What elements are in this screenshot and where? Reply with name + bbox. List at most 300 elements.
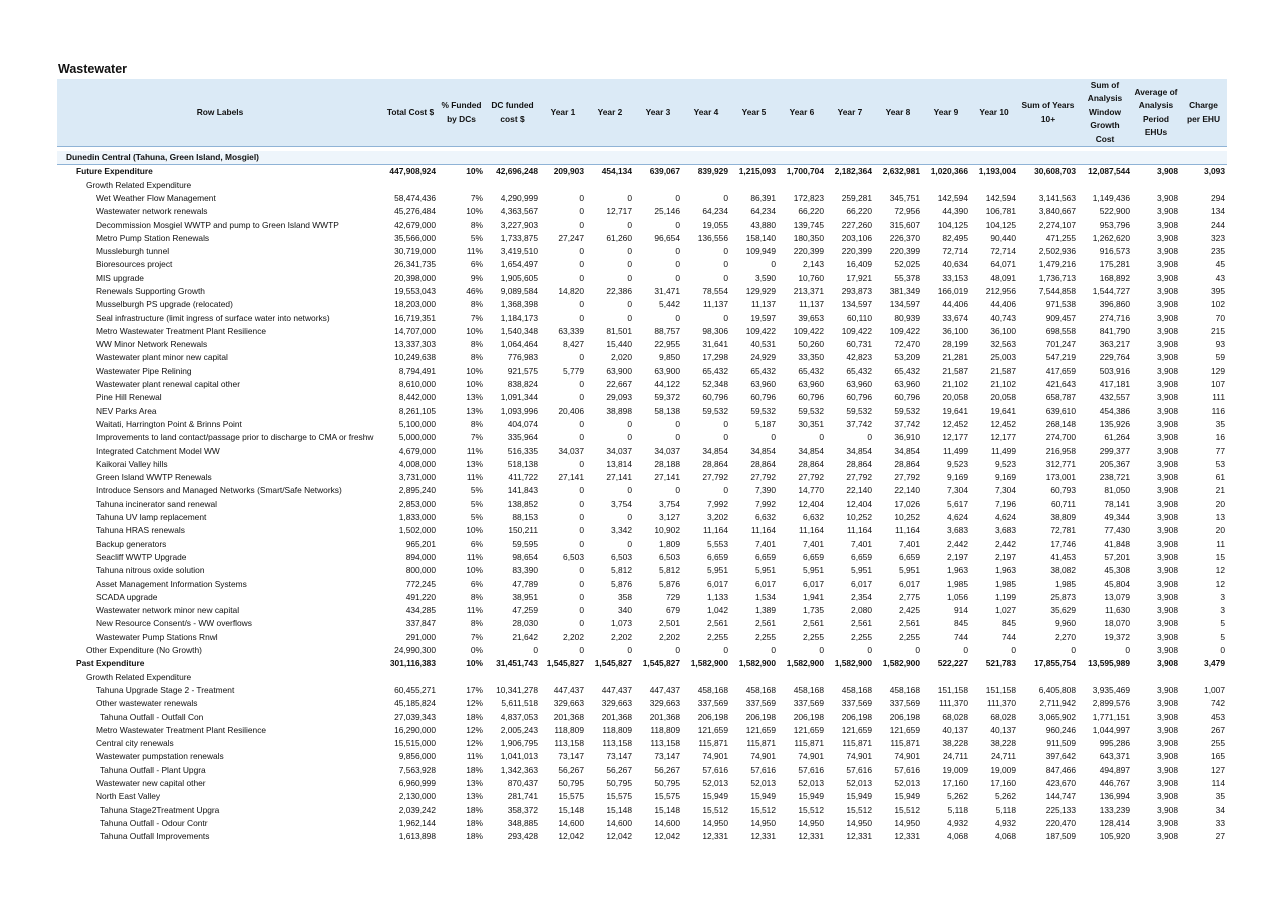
cell-value[interactable]: 235 bbox=[1211, 246, 1225, 257]
cell-value[interactable]: 24,711 bbox=[991, 751, 1016, 762]
cell-value[interactable]: 59,532 bbox=[750, 405, 776, 416]
cell-value[interactable]: 12,087,544 bbox=[1088, 166, 1130, 177]
cell-value[interactable]: 2,202 bbox=[611, 631, 632, 642]
cell-value[interactable]: 40,137 bbox=[942, 724, 968, 735]
cell-value[interactable]: 205,367 bbox=[1099, 458, 1130, 469]
cell-value[interactable]: 434,285 bbox=[405, 605, 436, 616]
cell-value[interactable]: 3,908 bbox=[1157, 418, 1178, 429]
cell-value[interactable]: 6,017 bbox=[899, 578, 920, 589]
cell-value[interactable]: 2,895,240 bbox=[398, 485, 436, 496]
cell-value[interactable]: 5,951 bbox=[755, 565, 776, 576]
cell-value[interactable]: 9,960 bbox=[1055, 618, 1076, 629]
cell-value[interactable]: 111,370 bbox=[938, 698, 968, 709]
cell-value[interactable]: 1,342,363 bbox=[500, 764, 538, 775]
cell-value[interactable]: 47,789 bbox=[512, 578, 538, 589]
cell-value[interactable]: 6% bbox=[470, 538, 483, 549]
cell-value[interactable]: 1,193,004 bbox=[978, 166, 1016, 177]
cell-value[interactable]: 0 bbox=[579, 565, 584, 576]
cell-value[interactable]: 3,093 bbox=[1204, 166, 1225, 177]
cell-value[interactable]: 11% bbox=[466, 751, 483, 762]
cell-value[interactable]: 1,962,144 bbox=[398, 817, 436, 828]
cell-value[interactable]: 3 bbox=[1220, 605, 1225, 616]
cell-value[interactable]: 209,903 bbox=[553, 166, 584, 177]
row-label[interactable]: MIS upgrade bbox=[96, 272, 144, 283]
cell-value[interactable]: 8% bbox=[470, 352, 483, 363]
cell-value[interactable]: 57,616 bbox=[702, 764, 728, 775]
cell-value[interactable]: 3,908 bbox=[1157, 379, 1178, 390]
cell-value[interactable]: 921,575 bbox=[507, 365, 538, 376]
cell-value[interactable]: 9,523 bbox=[995, 458, 1016, 469]
cell-value[interactable]: 31,471 bbox=[654, 286, 680, 296]
cell-value[interactable]: 679 bbox=[666, 605, 680, 616]
cell-value[interactable]: 11,164 bbox=[895, 525, 920, 536]
cell-value[interactable]: 25,003 bbox=[990, 352, 1016, 363]
cell-value[interactable]: 3,419,510 bbox=[500, 246, 538, 257]
cell-value[interactable]: 206,198 bbox=[889, 711, 920, 722]
cell-value[interactable]: 1,073 bbox=[611, 618, 632, 629]
cell-value[interactable]: 111,370 bbox=[986, 698, 1016, 709]
cell-value[interactable]: 3,590 bbox=[755, 272, 776, 283]
cell-value[interactable]: 15,949 bbox=[846, 791, 872, 802]
cell-value[interactable]: 18% bbox=[466, 764, 483, 775]
cell-value[interactable]: 3,908 bbox=[1157, 724, 1178, 735]
cell-value[interactable]: 21,281 bbox=[942, 352, 968, 363]
cell-value[interactable]: 10% bbox=[466, 658, 483, 669]
cell-value[interactable] bbox=[1078, 671, 1132, 684]
cell-value[interactable]: 6,405,808 bbox=[1038, 684, 1076, 695]
cell-value[interactable]: 3,908 bbox=[1157, 565, 1178, 576]
cell-value[interactable]: 52,013 bbox=[894, 777, 920, 788]
row-label[interactable]: Tahuna HRAS renewals bbox=[96, 525, 185, 536]
cell-value[interactable]: 5 bbox=[1220, 631, 1225, 642]
cell-value[interactable]: 639,610 bbox=[1045, 405, 1076, 416]
cell-value[interactable]: 447,437 bbox=[601, 684, 632, 695]
cell-value[interactable]: 744 bbox=[1002, 631, 1016, 642]
cell-value[interactable]: 24,990,300 bbox=[394, 645, 436, 656]
cell-value[interactable]: 32,563 bbox=[990, 339, 1016, 350]
cell-value[interactable] bbox=[826, 179, 874, 192]
cell-value[interactable]: 39,653 bbox=[798, 312, 824, 323]
cell-value[interactable]: 4,008,000 bbox=[398, 458, 436, 469]
cell-value[interactable]: 1,544,727 bbox=[1092, 286, 1130, 296]
cell-value[interactable]: 57,201 bbox=[1104, 551, 1130, 562]
cell-value[interactable]: 3,908 bbox=[1157, 392, 1178, 403]
cell-value[interactable]: 4,363,567 bbox=[500, 206, 538, 217]
cell-value[interactable]: 96,654 bbox=[654, 232, 680, 243]
cell-value[interactable]: 220,399 bbox=[841, 246, 872, 257]
cell-value[interactable]: 168,892 bbox=[1099, 272, 1130, 283]
cell-value[interactable]: 52,013 bbox=[702, 777, 728, 788]
cell-value[interactable]: 10% bbox=[466, 379, 483, 390]
cell-value[interactable]: 1,041,013 bbox=[500, 751, 538, 762]
cell-value[interactable]: 73,147 bbox=[558, 751, 584, 762]
cell-value[interactable]: 107 bbox=[1211, 379, 1225, 390]
cell-value[interactable]: 0 bbox=[579, 259, 584, 270]
cell-value[interactable]: 45,185,824 bbox=[394, 698, 436, 709]
cell-value[interactable]: 447,437 bbox=[649, 684, 680, 695]
cell-value[interactable]: 3,908 bbox=[1157, 192, 1178, 203]
cell-value[interactable]: 417,181 bbox=[1099, 379, 1130, 390]
cell-value[interactable]: 33,153 bbox=[942, 272, 968, 283]
cell-value[interactable]: 0 bbox=[579, 206, 584, 217]
cell-value[interactable]: 121,659 bbox=[793, 724, 824, 735]
cell-value[interactable] bbox=[970, 179, 1018, 192]
cell-value[interactable]: 0 bbox=[579, 418, 584, 429]
cell-value[interactable]: 0 bbox=[867, 645, 872, 656]
cell-value[interactable]: 5% bbox=[470, 498, 483, 509]
cell-value[interactable]: 0 bbox=[627, 485, 632, 496]
cell-value[interactable]: 42,679,000 bbox=[394, 219, 436, 230]
cell-value[interactable]: 58,138 bbox=[654, 405, 680, 416]
row-label[interactable]: Other Expenditure (No Growth) bbox=[86, 645, 202, 656]
cell-value[interactable] bbox=[586, 671, 634, 684]
cell-value[interactable]: 337,847 bbox=[405, 618, 436, 629]
cell-value[interactable]: 0 bbox=[579, 645, 584, 656]
cell-value[interactable]: 5 bbox=[1220, 618, 1225, 629]
cell-value[interactable]: 18,070 bbox=[1104, 618, 1130, 629]
cell-value[interactable]: 129 bbox=[1211, 365, 1225, 376]
cell-value[interactable]: 1,582,900 bbox=[834, 658, 872, 669]
row-label[interactable]: Mussleburgh tunnel bbox=[96, 246, 170, 257]
cell-value[interactable]: 15,512 bbox=[750, 804, 776, 815]
cell-value[interactable]: 136,994 bbox=[1099, 791, 1130, 802]
row-label[interactable]: Growth Related Expenditure bbox=[86, 671, 192, 682]
cell-value[interactable]: 134 bbox=[1211, 206, 1225, 217]
cell-value[interactable]: 1,545,827 bbox=[642, 658, 680, 669]
cell-value[interactable]: 133,239 bbox=[1099, 804, 1130, 815]
cell-value[interactable]: 3,908 bbox=[1157, 312, 1178, 323]
cell-value[interactable]: 15,575 bbox=[558, 791, 584, 802]
cell-value[interactable]: 225,133 bbox=[1045, 804, 1076, 815]
cell-value[interactable]: 411,722 bbox=[508, 472, 538, 483]
cell-value[interactable]: 2,561 bbox=[899, 618, 920, 629]
cell-value[interactable]: 1,735 bbox=[803, 605, 824, 616]
cell-value[interactable]: 3,908 bbox=[1157, 232, 1178, 243]
cell-value[interactable]: 5% bbox=[470, 485, 483, 496]
row-label[interactable]: Tahuna Outfall - Odour Contr bbox=[100, 817, 208, 828]
cell-value[interactable]: 18% bbox=[466, 804, 483, 815]
cell-value[interactable] bbox=[682, 151, 730, 165]
cell-value[interactable]: 213,371 bbox=[793, 286, 824, 296]
cell-value[interactable]: 0 bbox=[915, 645, 920, 656]
cell-value[interactable]: 102 bbox=[1211, 299, 1225, 310]
cell-value[interactable]: 203,106 bbox=[841, 232, 872, 243]
cell-value[interactable]: 639,067 bbox=[649, 166, 680, 177]
cell-value[interactable]: 10,249,638 bbox=[394, 352, 436, 363]
cell-value[interactable]: 10,902 bbox=[654, 525, 680, 536]
row-label[interactable]: Introduce Sensors and Managed Networks (Smart/Safe Networks) bbox=[96, 485, 342, 496]
cell-value[interactable]: 255 bbox=[1211, 738, 1225, 749]
cell-value[interactable]: 3,908 bbox=[1157, 525, 1178, 536]
cell-value[interactable]: 11,499 bbox=[943, 445, 968, 456]
cell-value[interactable]: 2,255 bbox=[755, 631, 776, 642]
row-label[interactable]: Future Expenditure bbox=[76, 166, 153, 177]
column-header[interactable]: Year 6 bbox=[778, 79, 826, 147]
cell-value[interactable]: 3,908 bbox=[1157, 259, 1178, 270]
cell-value[interactable]: 268,148 bbox=[1045, 418, 1076, 429]
cell-value[interactable]: 12,177 bbox=[942, 432, 968, 443]
cell-value[interactable]: 3,908 bbox=[1157, 286, 1178, 296]
cell-value[interactable]: 59,372 bbox=[654, 392, 680, 403]
cell-value[interactable]: 329,663 bbox=[601, 698, 632, 709]
cell-value[interactable]: 12,177 bbox=[990, 432, 1016, 443]
cell-value[interactable]: 28,188 bbox=[654, 458, 680, 469]
cell-value[interactable]: 64,234 bbox=[750, 206, 776, 217]
cell-value[interactable]: 417,659 bbox=[1045, 365, 1076, 376]
cell-value[interactable]: 2,202 bbox=[563, 631, 584, 642]
row-label[interactable]: Past Expenditure bbox=[76, 658, 145, 669]
cell-value[interactable]: 20,398,000 bbox=[394, 272, 436, 283]
cell-value[interactable]: 30,608,703 bbox=[1034, 166, 1076, 177]
cell-value[interactable]: 0 bbox=[1071, 645, 1076, 656]
cell-value[interactable]: 2,354 bbox=[851, 591, 872, 602]
cell-value[interactable]: 0 bbox=[723, 192, 728, 203]
cell-value[interactable]: 404,074 bbox=[507, 418, 538, 429]
cell-value[interactable]: 0 bbox=[723, 432, 728, 443]
row-label[interactable]: Kaikorai Valley hills bbox=[96, 458, 168, 469]
cell-value[interactable]: 13,595,989 bbox=[1088, 658, 1130, 669]
cell-value[interactable]: 299,377 bbox=[1099, 445, 1130, 456]
cell-value[interactable]: 358 bbox=[618, 591, 632, 602]
cell-value[interactable]: 56,267 bbox=[606, 764, 632, 775]
cell-value[interactable]: 227,260 bbox=[841, 219, 872, 230]
cell-value[interactable]: 8% bbox=[470, 339, 483, 350]
cell-value[interactable] bbox=[970, 151, 1018, 165]
cell-value[interactable]: 7% bbox=[470, 312, 483, 323]
cell-value[interactable]: 135,926 bbox=[1099, 418, 1130, 429]
cell-value[interactable]: 73,147 bbox=[606, 751, 632, 762]
cell-value[interactable]: 127 bbox=[1211, 764, 1225, 775]
cell-value[interactable]: 7,401 bbox=[755, 538, 776, 549]
cell-value[interactable] bbox=[1180, 671, 1227, 684]
cell-value[interactable]: 909,457 bbox=[1045, 312, 1076, 323]
row-label[interactable]: Other wastewater renewals bbox=[96, 698, 198, 709]
cell-value[interactable]: 9,523 bbox=[947, 458, 968, 469]
cell-value[interactable]: 165 bbox=[1211, 751, 1225, 762]
cell-value[interactable]: 2,502,936 bbox=[1038, 246, 1076, 257]
cell-value[interactable]: 220,399 bbox=[793, 246, 824, 257]
column-header[interactable]: Year 10 bbox=[970, 79, 1018, 147]
cell-value[interactable]: 72,714 bbox=[942, 246, 968, 257]
cell-value[interactable]: 0% bbox=[470, 645, 483, 656]
cell-value[interactable]: 1,733,875 bbox=[500, 232, 538, 243]
cell-value[interactable]: 57,616 bbox=[846, 764, 872, 775]
cell-value[interactable]: 0 bbox=[675, 259, 680, 270]
cell-value[interactable]: 294 bbox=[1211, 192, 1225, 203]
cell-value[interactable]: 3,227,903 bbox=[500, 219, 538, 230]
cell-value[interactable]: 2,080 bbox=[851, 605, 872, 616]
cell-value[interactable]: 0 bbox=[579, 525, 584, 536]
cell-value[interactable]: 13,079 bbox=[1104, 591, 1130, 602]
cell-value[interactable]: 8% bbox=[470, 299, 483, 310]
cell-value[interactable]: 27,792 bbox=[750, 472, 776, 483]
cell-value[interactable]: 6,017 bbox=[851, 578, 872, 589]
cell-value[interactable]: 66,220 bbox=[798, 206, 824, 217]
cell-value[interactable]: 128,414 bbox=[1099, 817, 1130, 828]
cell-value[interactable]: 60,455,271 bbox=[394, 684, 436, 695]
cell-value[interactable]: 201,368 bbox=[553, 711, 584, 722]
cell-value[interactable]: 81,501 bbox=[606, 325, 632, 336]
cell-value[interactable]: 1,833,000 bbox=[398, 512, 436, 523]
cell-value[interactable]: 220,399 bbox=[889, 246, 920, 257]
cell-value[interactable]: 6,960,999 bbox=[398, 777, 436, 788]
cell-value[interactable] bbox=[778, 671, 826, 684]
row-label[interactable]: Dunedin Central (Tahuna, Green Island, Mosgiel) bbox=[57, 151, 383, 165]
cell-value[interactable]: 72,714 bbox=[990, 246, 1016, 257]
cell-value[interactable]: 5,876 bbox=[659, 578, 680, 589]
row-label[interactable]: NEV Parks Area bbox=[96, 405, 157, 416]
cell-value[interactable]: 3,908 bbox=[1157, 352, 1178, 363]
cell-value[interactable] bbox=[826, 151, 874, 165]
cell-value[interactable]: 28,864 bbox=[702, 458, 728, 469]
column-header[interactable]: Row Labels bbox=[57, 79, 383, 147]
cell-value[interactable]: 8% bbox=[470, 418, 483, 429]
cell-value[interactable]: 27,039,343 bbox=[394, 711, 436, 722]
cell-value[interactable]: 3,908 bbox=[1157, 339, 1178, 350]
cell-value[interactable]: 52,013 bbox=[846, 777, 872, 788]
cell-value[interactable]: 17% bbox=[466, 684, 483, 695]
cell-value[interactable]: 16,409 bbox=[846, 259, 872, 270]
cell-value[interactable]: 8,794,491 bbox=[398, 365, 436, 376]
cell-value[interactable]: 3,908 bbox=[1157, 831, 1178, 842]
cell-value[interactable]: 16 bbox=[1215, 432, 1225, 443]
cell-value[interactable]: 40,137 bbox=[990, 724, 1016, 735]
cell-value[interactable]: 63,960 bbox=[846, 379, 872, 390]
cell-value[interactable]: 522,900 bbox=[1099, 206, 1130, 217]
cell-value[interactable]: 12,331 bbox=[846, 831, 872, 842]
cell-value[interactable]: 3 bbox=[1220, 591, 1225, 602]
cell-value[interactable]: 518,138 bbox=[507, 458, 538, 469]
row-label[interactable]: Improvements to land contact/passage prior to discharge to CMA or freshw bbox=[96, 432, 374, 443]
cell-value[interactable]: 3,908 bbox=[1157, 445, 1178, 456]
cell-value[interactable]: 1,007 bbox=[1204, 684, 1225, 695]
cell-value[interactable]: 44,390 bbox=[942, 206, 968, 217]
cell-value[interactable]: 995,286 bbox=[1099, 738, 1130, 749]
cell-value[interactable]: 3,908 bbox=[1157, 645, 1178, 656]
cell-value[interactable]: 267 bbox=[1211, 724, 1225, 735]
cell-value[interactable]: 5,812 bbox=[659, 565, 680, 576]
cell-value[interactable]: 4,932 bbox=[995, 817, 1016, 828]
cell-value[interactable]: 13% bbox=[466, 777, 483, 788]
cell-value[interactable]: 8% bbox=[470, 219, 483, 230]
cell-value[interactable]: 494,897 bbox=[1099, 764, 1130, 775]
cell-value[interactable]: 28,864 bbox=[894, 458, 920, 469]
cell-value[interactable]: 17,298 bbox=[702, 352, 728, 363]
cell-value[interactable]: 0 bbox=[579, 352, 584, 363]
cell-value[interactable]: 187,509 bbox=[1045, 831, 1076, 842]
cell-value[interactable]: 2,632,981 bbox=[882, 166, 920, 177]
cell-value[interactable]: 24,929 bbox=[750, 352, 776, 363]
cell-value[interactable]: 38,228 bbox=[990, 738, 1016, 749]
cell-value[interactable]: 643,371 bbox=[1099, 751, 1130, 762]
cell-value[interactable]: 45,308 bbox=[1104, 565, 1130, 576]
cell-value[interactable]: 2,899,576 bbox=[1092, 698, 1130, 709]
cell-value[interactable]: 2,561 bbox=[707, 618, 728, 629]
cell-value[interactable] bbox=[1078, 151, 1132, 165]
cell-value[interactable]: 20 bbox=[1215, 498, 1225, 509]
cell-value[interactable] bbox=[540, 151, 586, 165]
row-label[interactable]: Integrated Catchment Model WW bbox=[96, 445, 220, 456]
cell-value[interactable]: 12% bbox=[466, 698, 483, 709]
cell-value[interactable]: 3,065,902 bbox=[1038, 711, 1076, 722]
cell-value[interactable]: 1,545,827 bbox=[594, 658, 632, 669]
cell-value[interactable]: 52,025 bbox=[894, 259, 920, 270]
cell-value[interactable]: 42,823 bbox=[846, 352, 872, 363]
cell-value[interactable]: 0 bbox=[1125, 645, 1130, 656]
cell-value[interactable]: 421,643 bbox=[1045, 379, 1076, 390]
cell-value[interactable]: 45 bbox=[1215, 259, 1225, 270]
cell-value[interactable]: 838,824 bbox=[507, 379, 538, 390]
cell-value[interactable]: 11,164 bbox=[703, 525, 728, 536]
cell-value[interactable]: 0 bbox=[579, 379, 584, 390]
cell-value[interactable]: 4,290,999 bbox=[500, 192, 538, 203]
cell-value[interactable]: 345,751 bbox=[889, 192, 920, 203]
cell-value[interactable]: 0 bbox=[675, 272, 680, 283]
cell-value[interactable]: 960,246 bbox=[1045, 724, 1076, 735]
cell-value[interactable]: 3,908 bbox=[1157, 684, 1178, 695]
cell-value[interactable]: 1,985 bbox=[1055, 578, 1076, 589]
cell-value[interactable]: 37,742 bbox=[846, 418, 872, 429]
cell-value[interactable]: 11,164 bbox=[799, 525, 824, 536]
cell-value[interactable] bbox=[438, 671, 485, 684]
cell-value[interactable] bbox=[438, 151, 485, 165]
row-label[interactable]: WW Minor Network Renewals bbox=[96, 339, 208, 350]
cell-value[interactable]: 29,093 bbox=[606, 392, 632, 403]
cell-value[interactable]: 1,044,997 bbox=[1092, 724, 1130, 735]
cell-value[interactable]: 50,795 bbox=[654, 777, 680, 788]
cell-value[interactable]: 7,544,858 bbox=[1038, 286, 1076, 296]
cell-value[interactable]: 27,247 bbox=[558, 232, 584, 243]
cell-value[interactable]: 454,134 bbox=[601, 166, 632, 177]
cell-value[interactable]: 33,350 bbox=[798, 352, 824, 363]
cell-value[interactable]: 59,595 bbox=[512, 538, 538, 549]
cell-value[interactable]: 5,951 bbox=[707, 565, 728, 576]
cell-value[interactable]: 20,058 bbox=[942, 392, 968, 403]
cell-value[interactable]: 49,344 bbox=[1104, 512, 1130, 523]
column-header[interactable]: Year 9 bbox=[922, 79, 970, 147]
cell-value[interactable]: 226,370 bbox=[889, 232, 920, 243]
cell-value[interactable]: 7% bbox=[470, 192, 483, 203]
cell-value[interactable]: 0 bbox=[675, 246, 680, 257]
cell-value[interactable]: 5,812 bbox=[611, 565, 632, 576]
cell-value[interactable]: 109,422 bbox=[745, 325, 776, 336]
cell-value[interactable]: 12% bbox=[466, 724, 483, 735]
cell-value[interactable]: 5,118 bbox=[995, 804, 1016, 815]
cell-value[interactable]: 0 bbox=[579, 432, 584, 443]
cell-value[interactable]: 7,304 bbox=[947, 485, 968, 496]
cell-value[interactable]: 14,950 bbox=[750, 817, 776, 828]
cell-value[interactable]: 19,009 bbox=[990, 764, 1016, 775]
cell-value[interactable]: 14,600 bbox=[654, 817, 680, 828]
cell-value[interactable]: 43,880 bbox=[750, 219, 776, 230]
cell-value[interactable]: 845 bbox=[1002, 618, 1016, 629]
row-label[interactable]: Wastewater Pipe Relining bbox=[96, 365, 192, 376]
cell-value[interactable]: 1,149,436 bbox=[1092, 192, 1130, 203]
cell-value[interactable]: 0 bbox=[579, 312, 584, 323]
cell-value[interactable]: 74,901 bbox=[846, 751, 872, 762]
cell-value[interactable]: 31,641 bbox=[702, 339, 728, 350]
cell-value[interactable]: 201,368 bbox=[601, 711, 632, 722]
cell-value[interactable]: 74,901 bbox=[702, 751, 728, 762]
cell-value[interactable]: 15,575 bbox=[606, 791, 632, 802]
row-label[interactable]: Decommission Mosgiel WWTP and pump to Green Island WWTP bbox=[96, 219, 339, 230]
cell-value[interactable]: 19,641 bbox=[990, 405, 1016, 416]
cell-value[interactable]: 118,809 bbox=[554, 724, 584, 735]
cell-value[interactable]: 25,146 bbox=[654, 206, 680, 217]
cell-value[interactable]: 4,932 bbox=[947, 817, 968, 828]
cell-value[interactable]: 50,795 bbox=[558, 777, 584, 788]
cell-value[interactable]: 0 bbox=[579, 591, 584, 602]
